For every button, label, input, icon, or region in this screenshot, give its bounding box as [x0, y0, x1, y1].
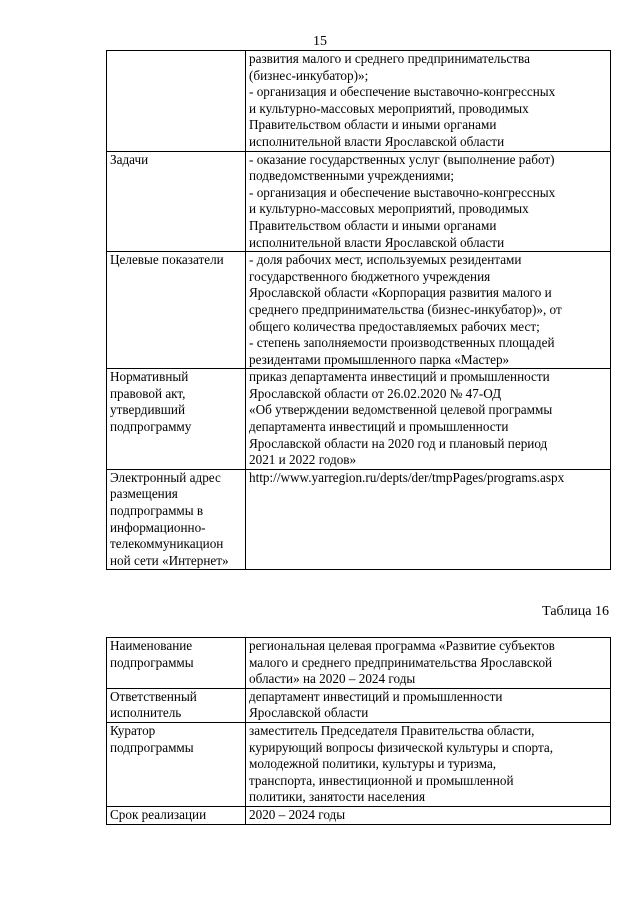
row-label-line: телекоммуникацион [110, 536, 224, 552]
row-value-cell [246, 51, 611, 152]
row-label-cell [107, 469, 246, 570]
row-label-line: Нормативный [110, 369, 189, 385]
row-value-cell [246, 638, 611, 689]
row-label-cell [107, 722, 246, 806]
row-value-line: департамент инвестиций и промышленности [249, 688, 503, 704]
row-label-line: Электронный адрес [110, 469, 221, 485]
row-value-line: области» на 2020 – 2024 годы [249, 671, 416, 687]
row-value-line: развития малого и среднего предпринимательства [249, 51, 530, 66]
row-value-line: Правительством области и иными органами [249, 217, 497, 233]
row-label-line: информационно- [110, 519, 206, 535]
row-label-cell [107, 252, 246, 369]
row-value-cell [246, 469, 611, 570]
row-value-line: исполнительной власти Ярославской области [249, 133, 505, 149]
row-value-line: и культурно-массовых мероприятий, проводимых [249, 100, 529, 116]
row-label-cell [107, 51, 246, 152]
row-label-line: подпрограммы [110, 654, 194, 670]
row-value-line: курирующий вопросы физической культуры и спорта, [249, 739, 554, 755]
row-value-line: Ярославской области [249, 705, 369, 721]
row-value-cell [246, 806, 611, 824]
row-label-cell [107, 638, 246, 689]
row-value-line: резидентами промышленного парка «Мастер» [249, 351, 510, 367]
row-value-line: Ярославской области от 26.02.2020 № 47-ОД [249, 385, 502, 401]
row-label-line: размещения [110, 486, 178, 502]
row-label-line: подпрограмму [110, 419, 192, 435]
row-value-line: политики, занятости населения [249, 789, 426, 805]
row-label-line: Задачи [110, 151, 149, 167]
row-value-cell [246, 688, 611, 722]
row-value-line: Правительством области и иными органами [249, 117, 497, 133]
table-16-caption: Таблица 16 [542, 604, 609, 619]
row-label-line: правовой акт, [110, 385, 186, 401]
row-value-line: приказ департамента инвестиций и промышленности [249, 369, 550, 385]
table-row [107, 722, 611, 806]
row-label-line: Куратор [110, 722, 156, 738]
row-value-line: - оказание государственных услуг (выполнение работ) [249, 151, 555, 167]
row-value-line: и культурно-массовых мероприятий, проводимых [249, 201, 529, 217]
table-row [107, 369, 611, 470]
row-value-line: исполнительной власти Ярославской области [249, 234, 505, 250]
row-value-cell [246, 369, 611, 470]
row-value-line: 2020 – 2024 годы [249, 806, 346, 822]
row-label-line: ной сети «Интернет» [110, 552, 229, 568]
row-value-line: - доля рабочих мест, используемых резидентами [249, 252, 522, 268]
row-value-line: - организация и обеспечение выставочно-конгрессных [249, 84, 556, 100]
row-value-line: государственного бюджетного учреждения [249, 268, 491, 284]
row-value-line: среднего предпринимательства (бизнес-инкубатор)», от [249, 301, 562, 317]
row-value-line: транспорта, инвестиционной и промышленной [249, 772, 514, 788]
row-value-line: (бизнес-инкубатор)»; [249, 67, 369, 83]
table-row [107, 469, 611, 570]
row-value-line: «Об утверждении ведомственной целевой программы [249, 402, 553, 418]
row-value-line: региональная целевая программа «Развитие субъектов [249, 638, 555, 653]
row-label-line: Целевые показатели [110, 252, 224, 268]
row-label-cell [107, 688, 246, 722]
row-label-cell [107, 151, 246, 252]
table-15-continuation [106, 50, 611, 570]
table-16 [106, 637, 611, 825]
table-row [107, 638, 611, 689]
table-row [107, 806, 611, 824]
row-label-line: Наименование [110, 638, 193, 653]
row-label-line: Ответственный [110, 688, 197, 704]
row-label-cell [107, 806, 246, 824]
row-label-line: исполнитель [110, 705, 182, 721]
row-label-cell [107, 369, 246, 470]
row-value-line: малого и среднего предпринимательства Ярославской [249, 654, 553, 670]
row-value-line: http://www.yarregion.ru/depts/der/tmpPages/programs.aspx [249, 469, 565, 485]
row-label-line: подпрограммы в [110, 503, 204, 519]
row-value-line: общего количества предоставляемых рабочих мест; [249, 318, 540, 334]
table-row [107, 151, 611, 252]
table-row [107, 252, 611, 369]
row-value-line: Ярославской области на 2020 год и плановый период [249, 435, 548, 451]
row-value-line: молодежной политики, культуры и туризма, [249, 756, 497, 772]
row-value-cell [246, 722, 611, 806]
row-value-cell [246, 151, 611, 252]
row-value-line: департамента инвестиций и промышленности [249, 419, 509, 435]
row-label-line: утвердивший [110, 402, 186, 418]
page-number: 15 [313, 34, 327, 49]
row-value-line: заместитель Председателя Правительства области, [249, 722, 535, 738]
row-label-line: Срок реализации [110, 806, 207, 822]
table-row [107, 688, 611, 722]
row-value-line: - организация и обеспечение выставочно-конгрессных [249, 184, 556, 200]
row-label-line: подпрограммы [110, 739, 194, 755]
row-value-cell [246, 252, 611, 369]
row-value-line: - степень заполняемости производственных площадей [249, 335, 555, 351]
row-value-line: подведомственными учреждениями; [249, 168, 455, 184]
row-value-line: Ярославской области «Корпорация развития малого и [249, 285, 552, 301]
row-value-line: 2021 и 2022 годов» [249, 452, 357, 468]
table-row [107, 51, 611, 152]
